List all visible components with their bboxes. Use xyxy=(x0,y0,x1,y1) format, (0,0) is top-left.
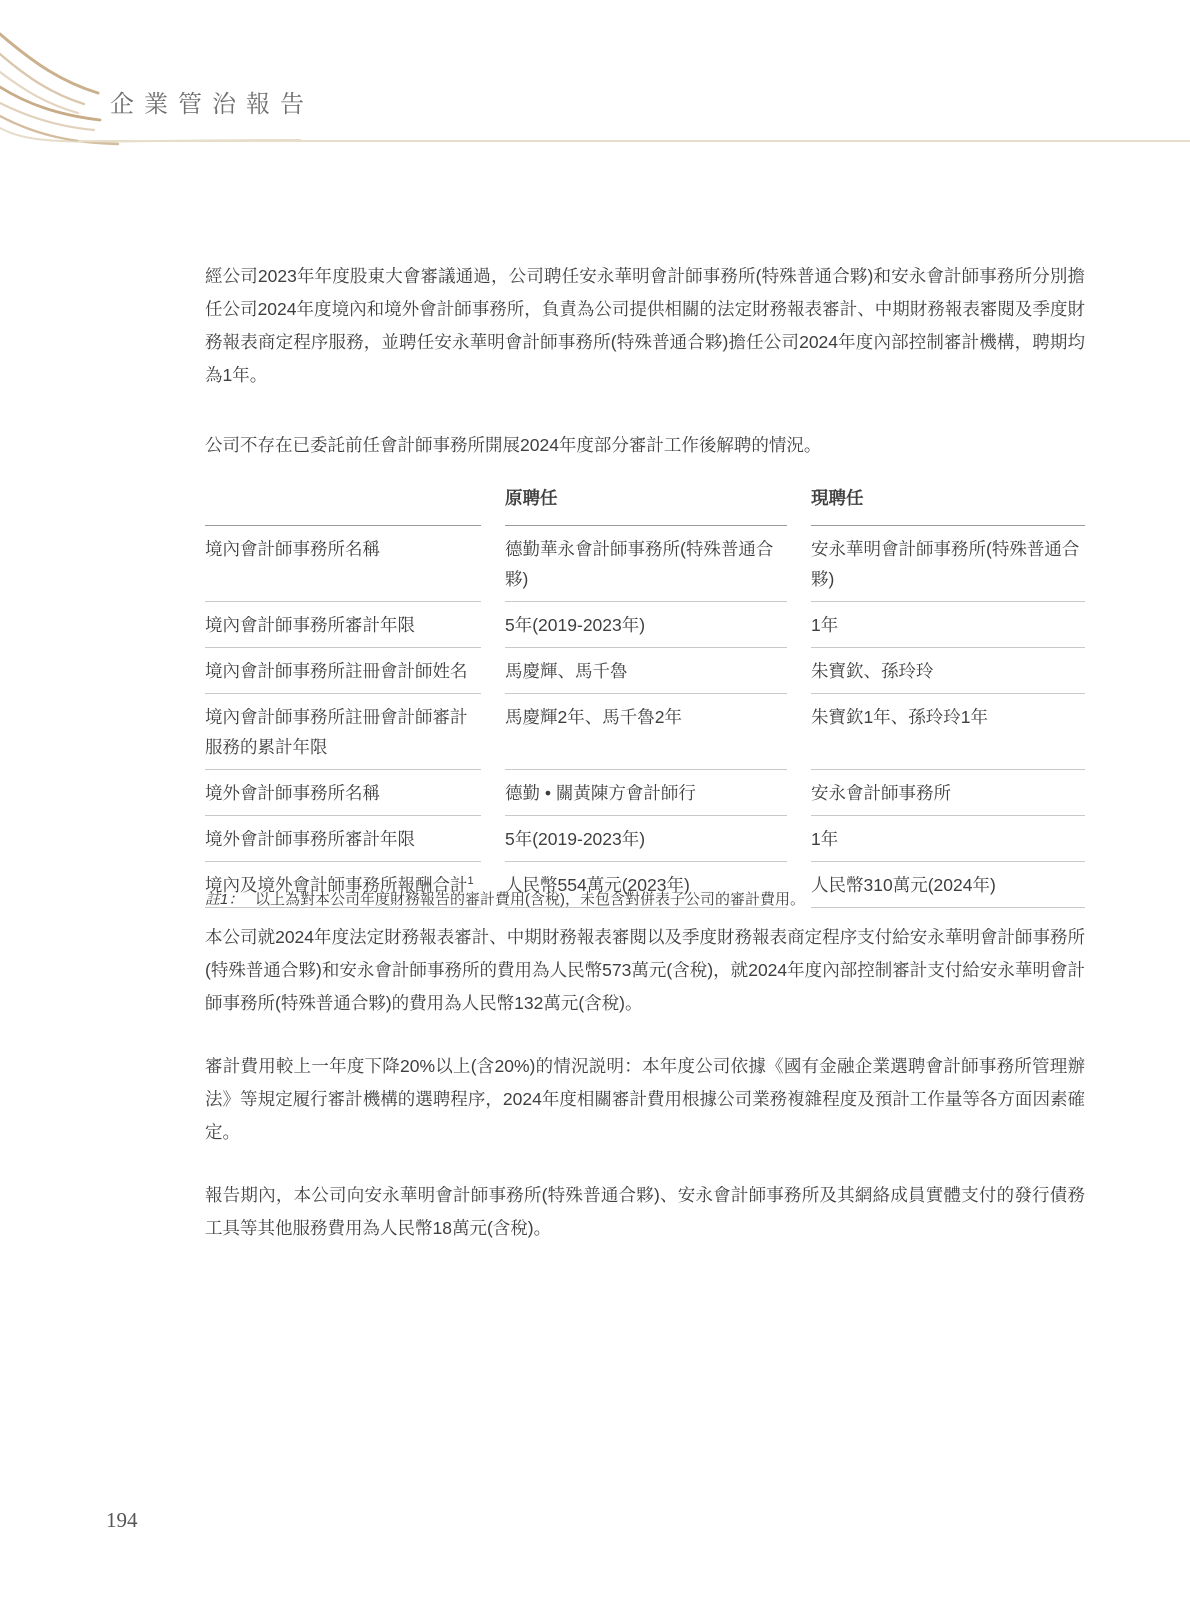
row-current-value: 安永華明會計師事務所(特殊普通合夥) xyxy=(811,526,1085,602)
table-row xyxy=(205,648,1085,694)
table-footnote xyxy=(205,888,1085,912)
table-row xyxy=(205,526,1085,602)
paragraph-audit-fees: 本公司就2024年度法定財務報表審計、中期財務報表審閱以及季度財務報表商定程序支付給安永華明會計師事務所(特殊普通合夥)和安永會計師事務所的費用為人民幣573萬元(含稅)，就2024年度內部控制審計支付給安永華明會計師事務所(特殊普通合夥)的費用為人民幣132萬元(含稅)。 xyxy=(205,927,1085,1013)
row-original-value: 馬慶輝2年、馬千魯2年 xyxy=(505,694,811,770)
row-current-value: 1年 xyxy=(811,816,1085,862)
header-divider xyxy=(78,140,1190,142)
row-current-value: 1年 xyxy=(811,602,1085,648)
auditor-comparison-table xyxy=(205,483,1085,908)
row-current-value: 人民幣310萬元(2024年) xyxy=(811,862,1085,908)
row-label: 境外會計師事務所名稱 xyxy=(205,770,505,816)
header-original-appointment: 原聘任 xyxy=(505,483,811,526)
row-current-value: 安永會計師事務所 xyxy=(811,770,1085,816)
page-title: 企業管治報告 xyxy=(110,92,314,118)
row-original-value: 德勤華永會計師事務所(特殊普通合夥) xyxy=(505,526,811,602)
row-label: 境外會計師事務所審計年限 xyxy=(205,816,505,862)
row-original-value: 5年(2019-2023年) xyxy=(505,816,811,862)
paragraph-no-dismissal: 公司不存在已委託前任會計師事務所開展2024年度部分審計工作後解聘的情況。 xyxy=(205,435,822,455)
row-label: 境內會計師事務所審計年限 xyxy=(205,602,505,648)
page-number: 194 xyxy=(106,1508,138,1532)
table-row xyxy=(205,694,1085,770)
row-label: 境內會計師事務所註冊會計師審計服務的累計年限 xyxy=(205,694,505,770)
table-row xyxy=(205,770,1085,816)
table-header-row xyxy=(205,483,1085,526)
header-blank-cell xyxy=(205,483,505,526)
row-label: 境內會計師事務所名稱 xyxy=(205,526,505,602)
footnote-reference-superscript: 1 xyxy=(467,875,474,888)
paragraph-other-service-fees: 報告期內，本公司向安永華明會計師事務所(特殊普通合夥)、安永會計師事務所及其網絡成員實體支付的發行債務工具等其他服務費用為人民幣18萬元(含稅)。 xyxy=(205,1185,1085,1238)
row-label: 境內會計師事務所註冊會計師姓名 xyxy=(205,648,505,694)
paragraph-fee-decrease-explanation: 審計費用較上一年度下降20%以上(含20%)的情況説明：本年度公司依據《國有金融企業選聘會計師事務所管理辦法》等規定履行審計機構的選聘程序，2024年度相關審計費用根據公司業務複雜程度及預計工作量等各方面因素確定。 xyxy=(205,1056,1085,1142)
row-label: 境內及境外會計師事務所報酬合計$^1$ xyxy=(205,862,505,908)
row-original-value: 德勤 • 關黃陳方會計師行 xyxy=(505,770,811,816)
row-original-value: 5年(2019-2023年) xyxy=(505,602,811,648)
table-row xyxy=(205,816,1085,862)
footnote-marker: 註1： xyxy=(205,891,244,908)
footnote-text: 以上為對本公司年度財務報告的審計費用(含稅)，未包含對併表子公司的審計費用。 xyxy=(255,891,805,908)
paragraph-auditor-appointment: 經公司2023年年度股東大會審議通過，公司聘任安永華明會計師事務所(特殊普通合夥)和安永會計師事務所分別擔任公司2024年度境內和境外會計師事務所，負責為公司提供相關的法定財務報表審計、中期財務報表審閱及季度財務報表商定程序服務，並聘任安永華明會計師事務所(特殊普通合夥)擔任公司2024年度內部控制審計機構，聘期均為1年。 xyxy=(205,266,1085,385)
table-row xyxy=(205,602,1085,648)
row-original-value: 馬慶輝、馬千魯 xyxy=(505,648,811,694)
header-current-appointment: 現聘任 xyxy=(811,483,1085,526)
row-current-value: 朱寶欽1年、孫玲玲1年 xyxy=(811,694,1085,770)
row-current-value: 朱寶欽、孫玲玲 xyxy=(811,648,1085,694)
row-original-value: 人民幣554萬元(2023年) xyxy=(505,862,811,908)
